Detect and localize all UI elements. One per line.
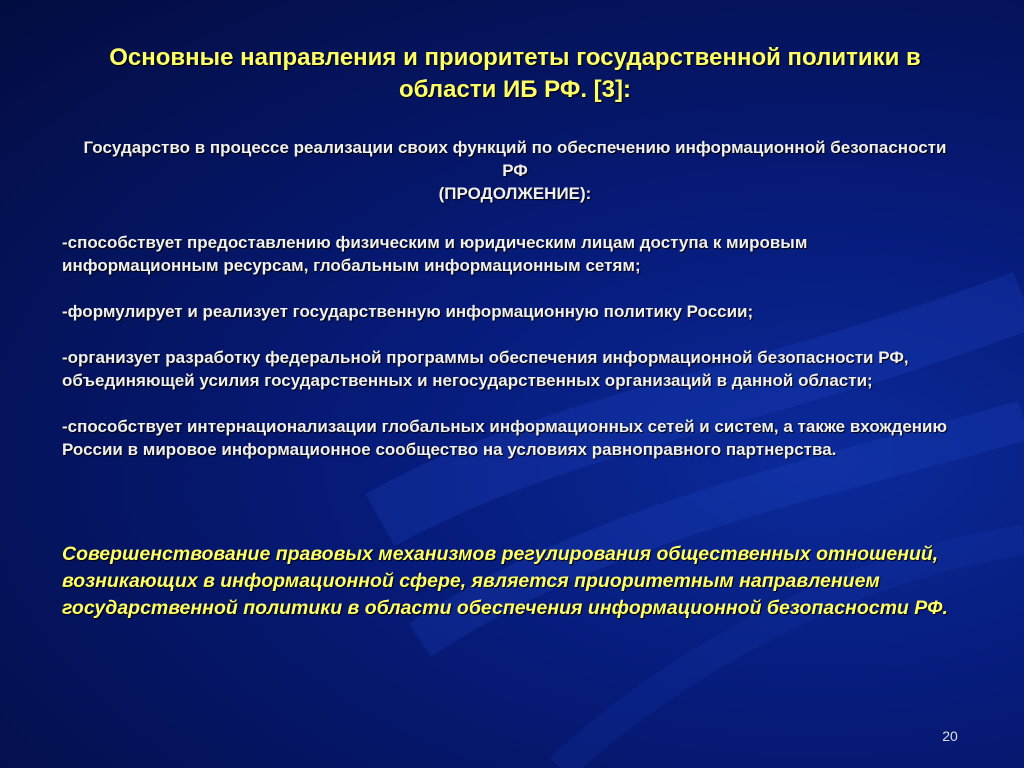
list-item: -организует разработку федеральной программы обеспечения информационной безопасности РФ, объединяющей усилия государственных и негосударственных организаций в данной области; (62, 348, 909, 390)
slide-subtitle (70, 136, 960, 205)
list-item: -способствует предоставлению физическим и юридическим лицам доступа к мировым информационным ресурсам, глобальным информационным сетям; (62, 233, 808, 275)
subtitle-text: Государство в процессе реализации своих функций по обеспечению информационной безопасности РФ (83, 138, 947, 180)
slide-title: Основные направления и приоритеты государственной политики в области ИБ РФ. [3]: (109, 44, 921, 103)
subtitle-continuation: (ПРОДОЛЖЕНИЕ): (438, 184, 592, 203)
list-item: -формулирует и реализует государственную информационную политику России; (62, 302, 754, 321)
conclusion-statement: Совершенствование правовых механизмов регулирования общественных отношений, возникающих в информационной сфере, является приоритетным направлением государственной политики в области обеспечения информационной безопасности РФ. (62, 543, 948, 619)
function-list (62, 231, 962, 484)
list-item: -способствует интернационализации глобальных информационных сетей и систем, а также вхождению России в мировое информационное сообщество на условиях равноправного партнерства. (62, 417, 948, 459)
page-number: 20 (942, 728, 958, 744)
